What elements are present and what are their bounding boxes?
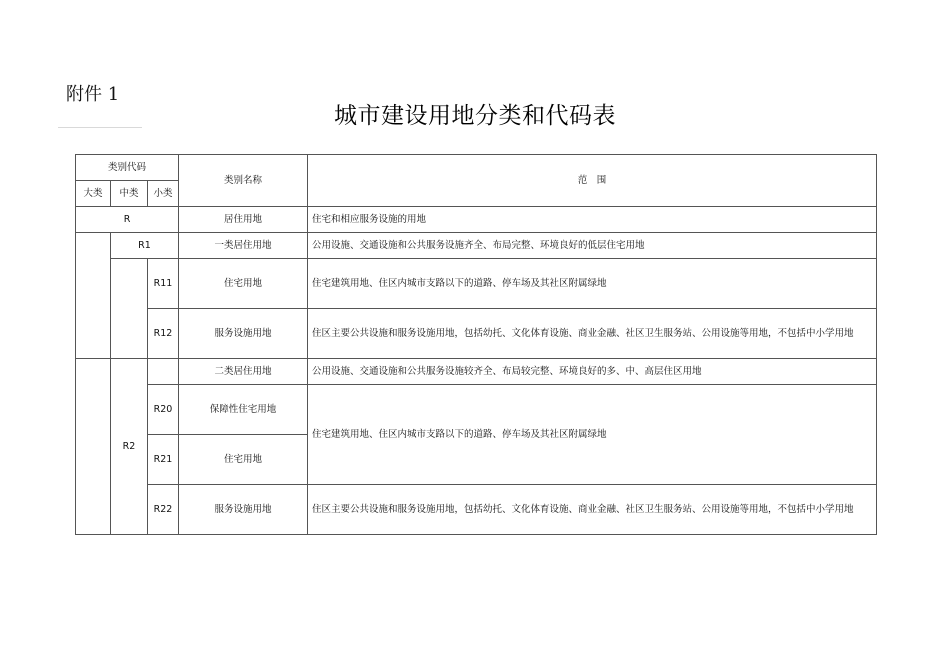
page-title: 城市建设用地分类和代码表 [334, 103, 616, 129]
code-r20: R20 [148, 385, 179, 435]
scope-r20-r21: 住宅建筑用地、住区内城市支路以下的道路、停车场及其社区附属绿地 [308, 385, 877, 485]
header-category-code: 类别代码 [76, 155, 179, 181]
major-blank-r1 [76, 233, 111, 359]
scope-r: 住宅和相应服务设施的用地 [308, 207, 877, 233]
header-category-name: 类别名称 [179, 155, 308, 207]
code-r1: R1 [111, 233, 179, 259]
scope-r1: 公用设施、交通设施和公共服务设施齐全、布局完整、环境良好的低层住宅用地 [308, 233, 877, 259]
name-r12: 服务设施用地 [179, 309, 308, 359]
scope-r12: 住区主要公共设施和服务设施用地，包括幼托、文化体育设施、商业金融、社区卫生服务站、公用设施等用地，不包括中小学用地 [308, 309, 877, 359]
name-r: 居住用地 [179, 207, 308, 233]
header-major: 大类 [76, 181, 111, 207]
table-header-row [76, 155, 877, 181]
header-minor: 小类 [148, 181, 179, 207]
table-row [76, 233, 877, 259]
header-scope: 范 围 [308, 155, 877, 207]
name-r22: 服务设施用地 [179, 485, 308, 535]
table-row [76, 385, 877, 435]
name-r11: 住宅用地 [179, 259, 308, 309]
header-middle: 中类 [111, 181, 148, 207]
middle-blank-r1 [111, 259, 148, 359]
land-use-code-table [75, 154, 877, 535]
scope-r2: 公用设施、交通设施和公共服务设施较齐全、布局较完整、环境良好的多、中、高层住区用地 [308, 359, 877, 385]
scope-r22: 住区主要公共设施和服务设施用地，包括幼托、文化体育设施、商业金融、社区卫生服务站、公用设施等用地，不包括中小学用地 [308, 485, 877, 535]
name-r1: 一类居住用地 [179, 233, 308, 259]
code-r22: R22 [148, 485, 179, 535]
name-r2: 二类居住用地 [179, 359, 308, 385]
table-row [76, 259, 877, 309]
table-row [76, 485, 877, 535]
name-r20: 保障性住宅用地 [179, 385, 308, 435]
name-r21: 住宅用地 [179, 435, 308, 485]
code-r2: R2 [111, 359, 148, 535]
minor-blank-r2 [148, 359, 179, 385]
table-row [76, 359, 877, 385]
code-r12: R12 [148, 309, 179, 359]
code-r21: R21 [148, 435, 179, 485]
table-row [76, 309, 877, 359]
table-row [76, 207, 877, 233]
scope-r11: 住宅建筑用地、住区内城市支路以下的道路、停车场及其社区附属绿地 [308, 259, 877, 309]
major-blank-r2 [76, 359, 111, 535]
code-r11: R11 [148, 259, 179, 309]
code-r: R [76, 207, 179, 233]
attachment-label: 附件 1 [66, 84, 120, 105]
